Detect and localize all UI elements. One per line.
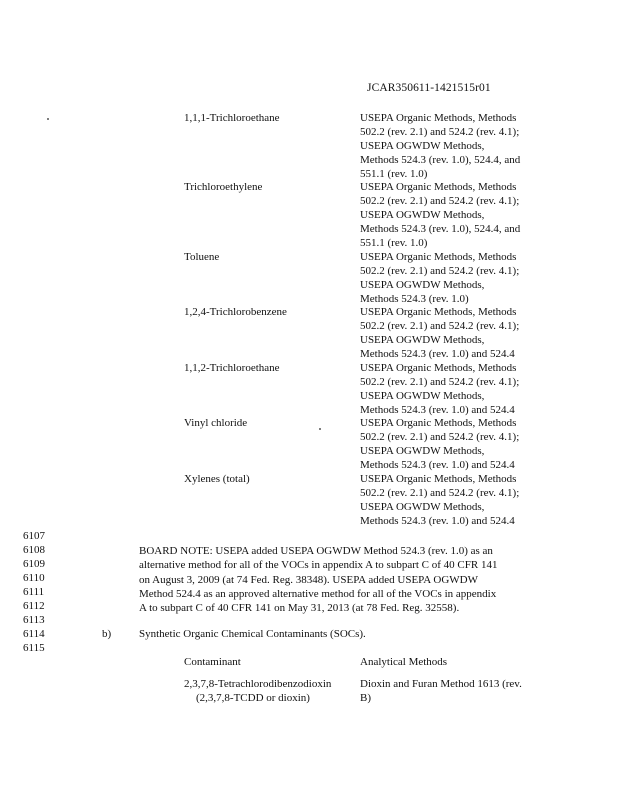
analytical-method — [360, 362, 540, 418]
contaminant-name: 1,1,1-Trichloroethane — [184, 112, 280, 124]
method-line: USEPA Organic Methods, Methods — [360, 251, 517, 263]
line-number: 6112 — [23, 600, 45, 612]
scan-speck — [47, 118, 49, 120]
method-line: Methods 524.3 (rev. 1.0) and 524.4 — [360, 403, 515, 416]
method-line: Methods 524.3 (rev. 1.0), 524.4, and — [360, 222, 521, 235]
line-number: 6113 — [23, 614, 45, 626]
method-line: 502.2 (rev. 2.1) and 524.2 (rev. 4.1); — [360, 319, 520, 332]
contaminant-name: 1,2,4-Trichlorobenzene — [184, 306, 287, 318]
soc-name-line: 2,3,7,8-Tetrachlorodibenzodioxin — [184, 678, 332, 690]
method-line: USEPA Organic Methods, Methods — [360, 473, 517, 485]
method-line: Methods 524.3 (rev. 1.0), 524.4, and — [360, 153, 521, 166]
contaminant-name: Xylenes (total) — [184, 473, 250, 485]
board-note-line: Method 524.4 as an approved alternative method for all of the VOCs in appendix — [139, 587, 497, 600]
column-header-methods: Analytical Methods — [360, 656, 448, 668]
line-number: 6111 — [23, 586, 45, 598]
subsection-heading: Synthetic Organic Chemical Contaminants (SOCs). — [139, 628, 366, 640]
method-line: USEPA OGWDW Methods, — [360, 333, 485, 346]
column-header-contaminant: Contaminant — [184, 656, 241, 668]
document-code: JCAR350611-1421515r01 — [367, 82, 491, 94]
contaminant-name: Trichloroethylene — [184, 181, 263, 193]
line-number: 6109 — [23, 558, 45, 570]
soc-contaminant-name — [184, 677, 356, 705]
method-line: USEPA OGWDW Methods, — [360, 278, 485, 291]
method-line: Methods 524.3 (rev. 1.0) and 524.4 — [360, 347, 515, 360]
method-line: USEPA OGWDW Methods, — [360, 444, 485, 457]
method-line: 502.2 (rev. 2.1) and 524.2 (rev. 4.1); — [360, 125, 520, 138]
board-note-line: BOARD NOTE: USEPA added USEPA OGWDW Method 524.3 (rev. 1.0) as an — [139, 545, 493, 557]
soc-analytical-method — [360, 677, 540, 705]
analytical-method — [360, 112, 540, 182]
method-line: USEPA OGWDW Methods, — [360, 500, 485, 513]
board-note-line: alternative method for all of the VOCs in appendix A to subpart C of 40 CFR 141 — [139, 559, 498, 572]
line-number: 6107 — [23, 530, 45, 542]
method-line: 502.2 (rev. 2.1) and 524.2 (rev. 4.1); — [360, 486, 520, 499]
contaminant-name: 1,1,2-Trichloroethane — [184, 362, 280, 374]
subsection-label: b) — [102, 628, 112, 640]
method-line: USEPA Organic Methods, Methods — [360, 306, 517, 318]
method-line: USEPA OGWDW Methods, — [360, 389, 485, 402]
method-line: 551.1 (rev. 1.0) — [360, 167, 428, 180]
method-line: 502.2 (rev. 2.1) and 524.2 (rev. 4.1); — [360, 430, 520, 443]
method-line: USEPA Organic Methods, Methods — [360, 112, 517, 124]
method-line: 551.1 (rev. 1.0) — [360, 236, 428, 249]
analytical-method — [360, 181, 540, 251]
line-number: 6108 — [23, 544, 45, 556]
method-line: Methods 524.3 (rev. 1.0) and 524.4 — [360, 514, 515, 527]
board-note — [139, 544, 539, 615]
board-note-line: A to subpart C of 40 CFR 141 on May 31, 2013 (at 78 Fed. Reg. 32558). — [139, 602, 460, 615]
soc-method-line: Dioxin and Furan Method 1613 (rev. — [360, 678, 522, 690]
analytical-method — [360, 417, 540, 473]
line-number: 6114 — [23, 628, 45, 640]
analytical-method — [360, 251, 540, 307]
contaminant-name: Toluene — [184, 251, 220, 263]
method-line: USEPA OGWDW Methods, — [360, 208, 485, 221]
contaminant-name: Vinyl chloride — [184, 417, 248, 429]
analytical-method — [360, 473, 540, 529]
method-line: Methods 524.3 (rev. 1.0) and 524.4 — [360, 458, 515, 471]
method-line: Methods 524.3 (rev. 1.0) — [360, 292, 469, 305]
method-line: 502.2 (rev. 2.1) and 524.2 (rev. 4.1); — [360, 264, 520, 277]
board-note-line: on August 3, 2009 (at 74 Fed. Reg. 38348). USEPA added USEPA OGWDW — [139, 573, 478, 586]
analytical-method — [360, 306, 540, 362]
soc-name-line: (2,3,7,8-TCDD or dioxin) — [196, 692, 310, 704]
line-number: 6115 — [23, 642, 45, 654]
line-number: 6110 — [23, 572, 45, 584]
method-line: USEPA Organic Methods, Methods — [360, 362, 517, 374]
scan-speck — [319, 428, 321, 430]
method-line: 502.2 (rev. 2.1) and 524.2 (rev. 4.1); — [360, 194, 520, 207]
method-line: USEPA Organic Methods, Methods — [360, 181, 517, 193]
method-line: 502.2 (rev. 2.1) and 524.2 (rev. 4.1); — [360, 375, 520, 388]
soc-method-line: B) — [360, 692, 371, 704]
method-line: USEPA OGWDW Methods, — [360, 139, 485, 152]
method-line: USEPA Organic Methods, Methods — [360, 417, 517, 429]
